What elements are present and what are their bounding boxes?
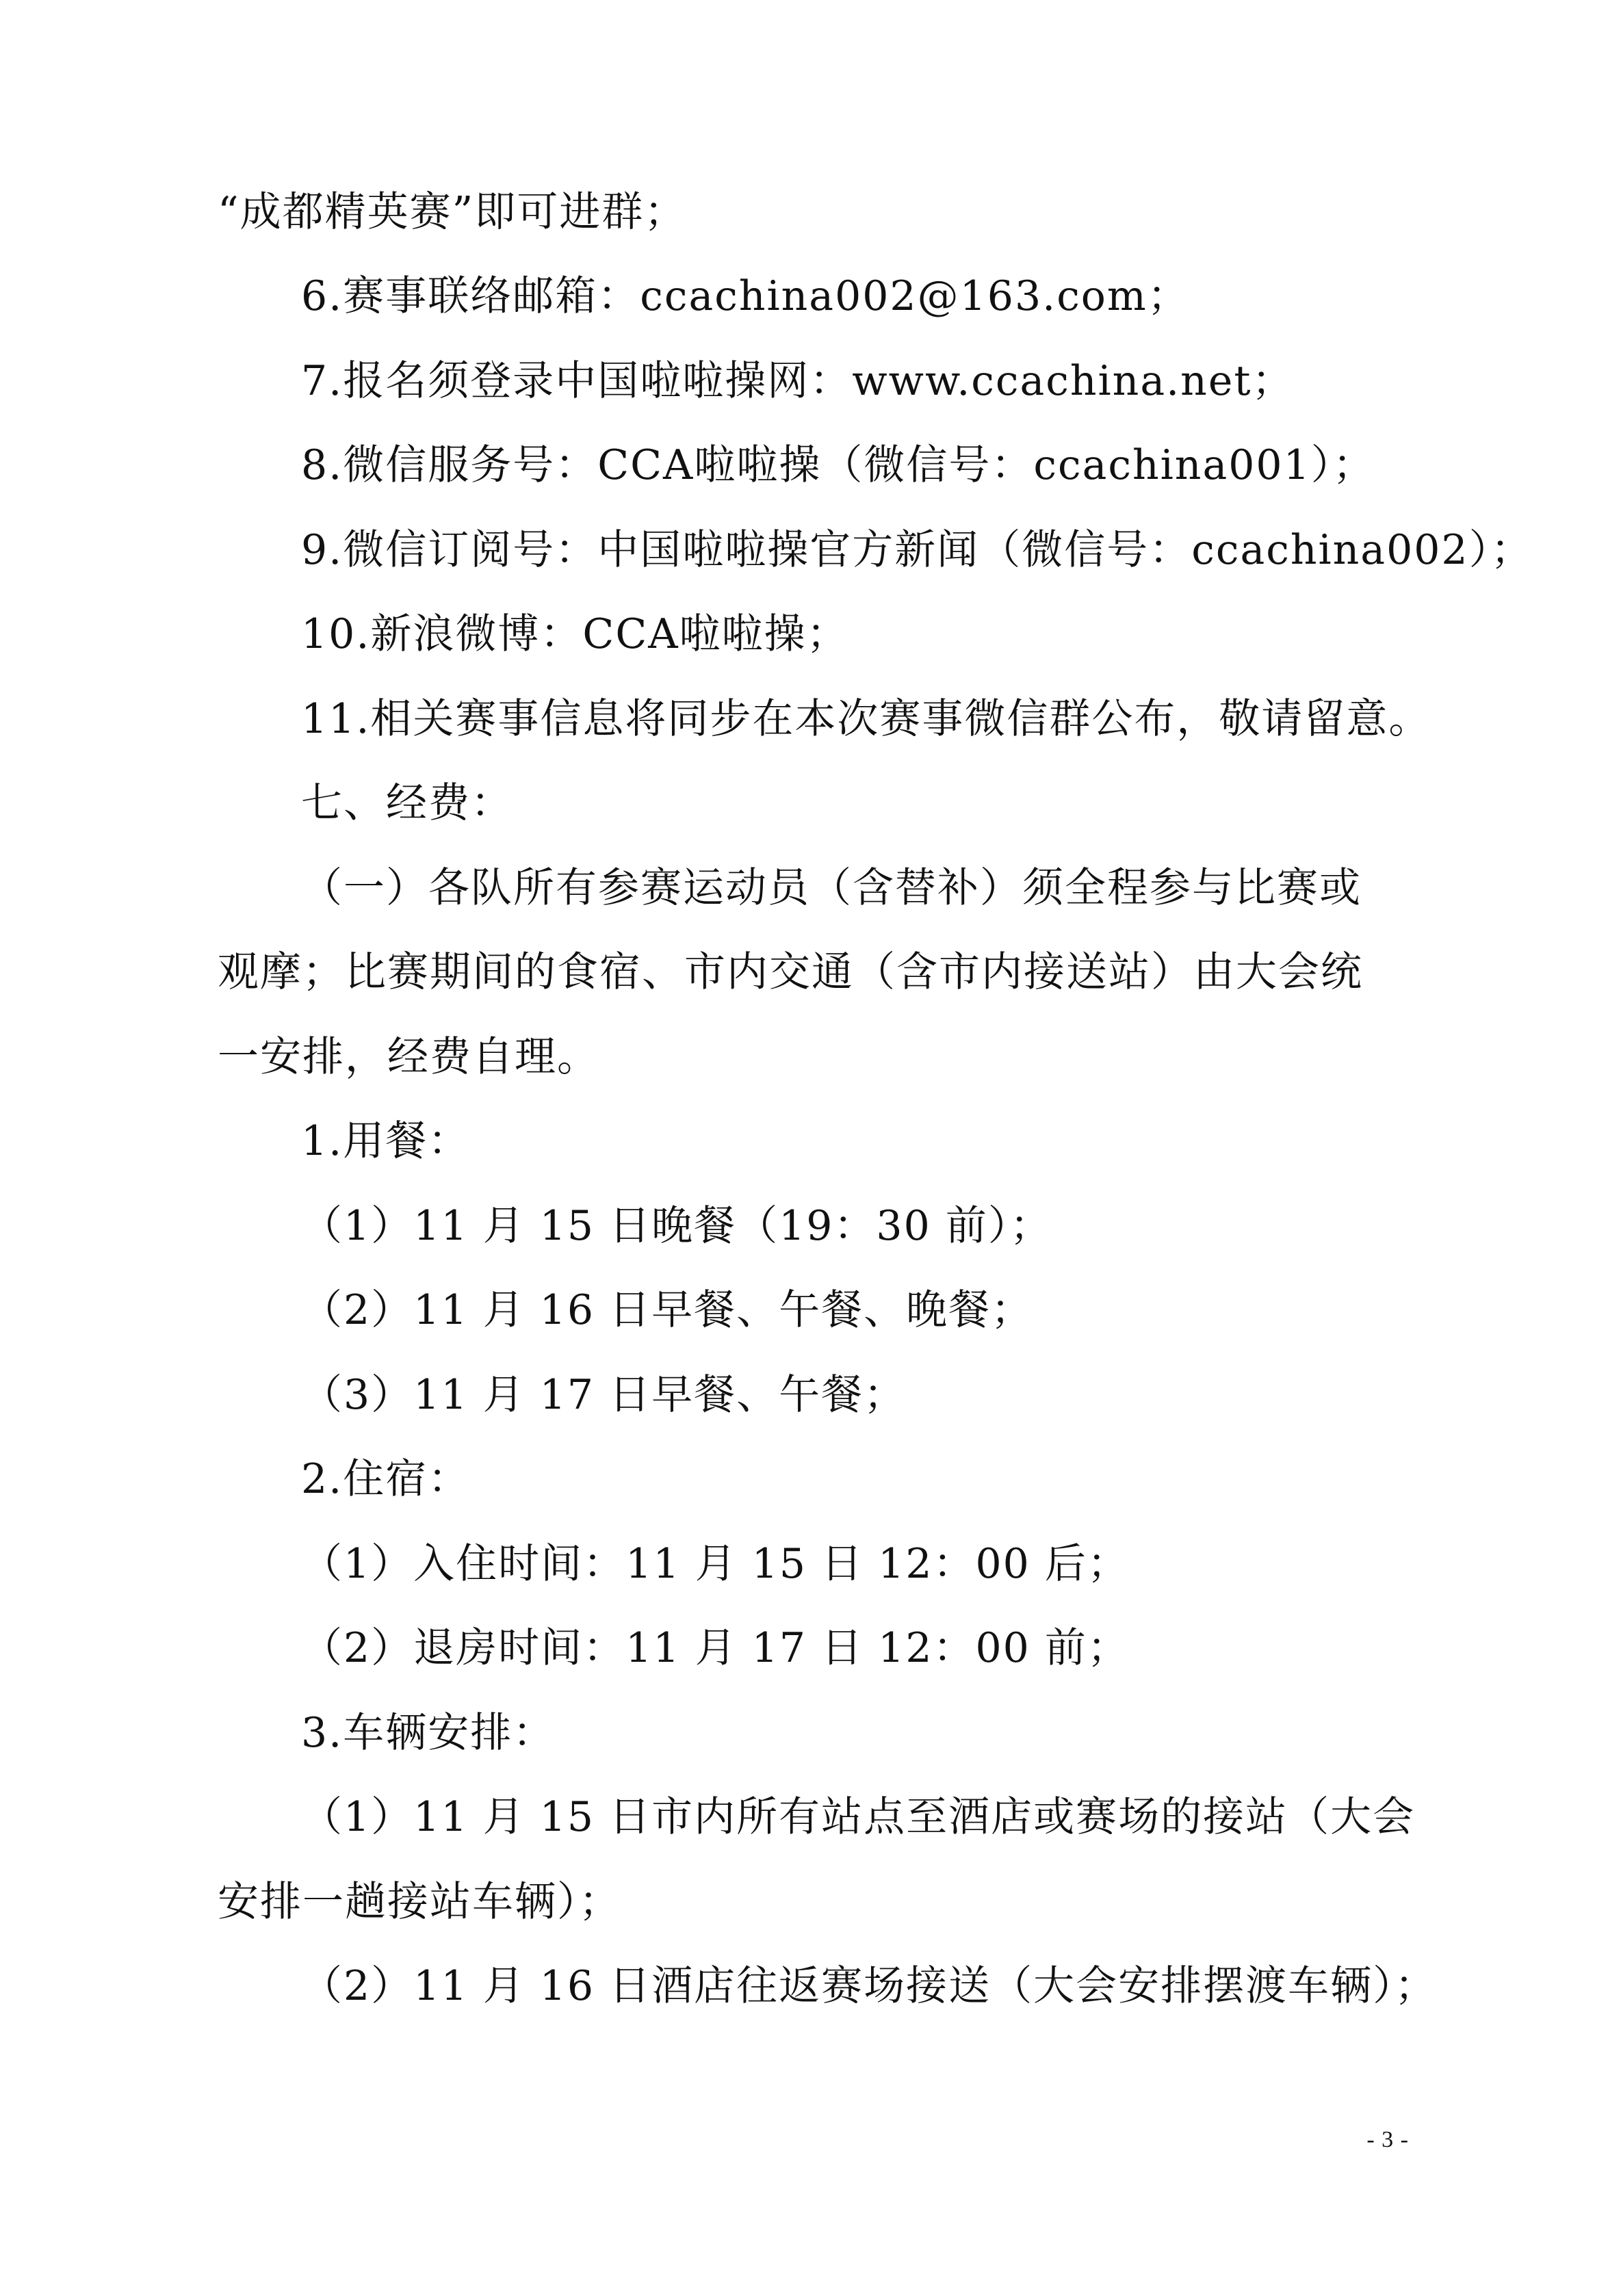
subheading-meals: 1.用餐：: [301, 1117, 471, 1165]
subheading-vehicle-arrangement: 3.车辆安排：: [301, 1709, 556, 1757]
page-number: - 3 -: [1366, 2127, 1409, 2152]
section-heading-expenses: 七、经费：: [301, 779, 513, 827]
meal-item-nov-16: （2）11 月 16 日早餐、午餐、晚餐；: [301, 1286, 1034, 1334]
meal-item-nov-15: （1）11 月 15 日晚餐（19：30 前）；: [301, 1202, 1052, 1250]
vehicle-item-nov-15-line-2: 安排一趟接站车辆）；: [218, 1878, 621, 1926]
text-line-contact-email: 6.赛事联络邮箱：ccachina002@163.com；: [301, 272, 1190, 320]
accommodation-check-in: （1）入住时间：11 月 15 日 12：00 后；: [301, 1540, 1130, 1588]
text-line-join-group-continued: “成都精英赛”即可进群；: [218, 188, 687, 236]
paragraph-expenses-line-2: 观摩；比赛期间的食宿、市内交通（含市内接送站）由大会统: [218, 948, 1363, 996]
paragraph-expenses-line-1: （一）各队所有参赛运动员（含替补）须全程参与比赛或: [301, 864, 1362, 912]
vehicle-item-nov-15-line-1: （1）11 月 15 日市内所有站点至酒店或赛场的接站（大会: [301, 1793, 1416, 1841]
text-line-sina-weibo: 10.新浪微博：CCA啦啦操；: [301, 610, 849, 658]
text-line-wechat-service-account: 8.微信服务号：CCA啦啦操（微信号：ccachina001）；: [301, 441, 1375, 489]
text-line-wechat-subscription-account: 9.微信订阅号：中国啦啦操官方新闻（微信号：ccachina002）；: [301, 526, 1533, 574]
accommodation-check-out: （2）退房时间：11 月 17 日 12：00 前；: [301, 1624, 1130, 1672]
subheading-accommodation: 2.住宿：: [301, 1455, 471, 1503]
vehicle-item-nov-16: （2）11 月 16 日酒店往返赛场接送（大会安排摆渡车辆）；: [301, 1962, 1438, 2010]
paragraph-expenses-line-3: 一安排，经费自理。: [218, 1033, 599, 1081]
text-line-registration-website: 7.报名须登录中国啦啦操网：www.ccachina.net；: [301, 357, 1295, 405]
meal-item-nov-17: （3）11 月 17 日早餐、午餐；: [301, 1371, 907, 1419]
text-line-event-info-notice: 11.相关赛事信息将同步在本次赛事微信群公布，敬请留意。: [301, 695, 1431, 743]
